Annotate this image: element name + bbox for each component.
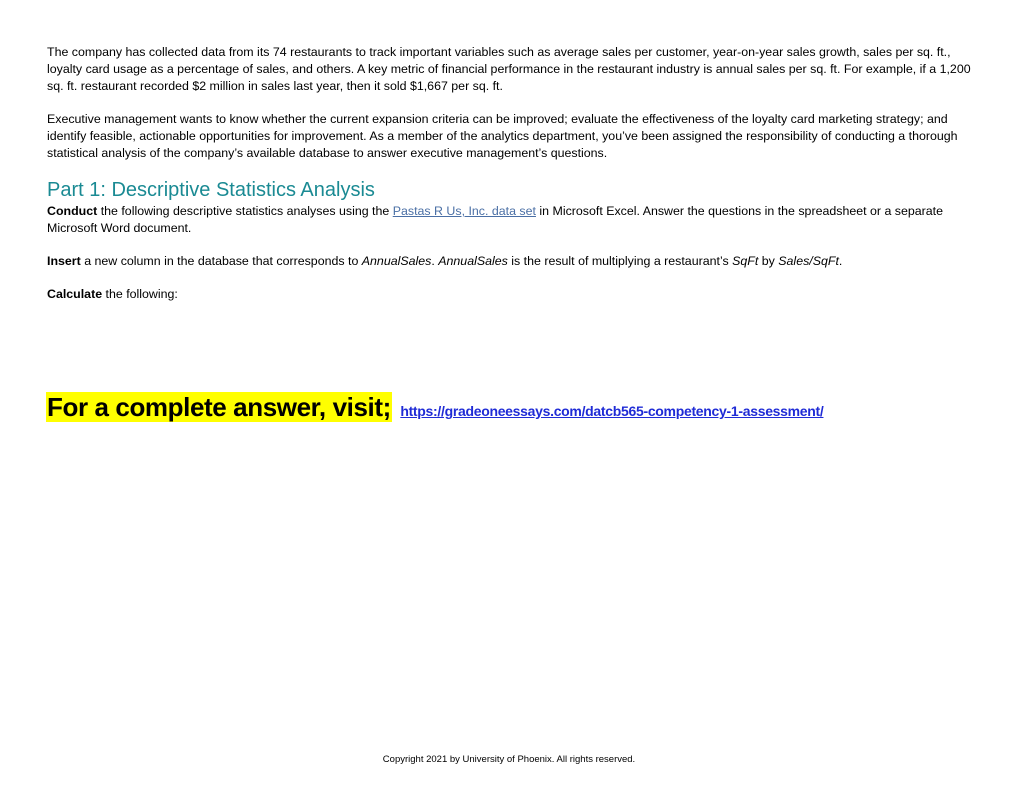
- annualsales-term-2: AnnualSales: [438, 254, 508, 268]
- sqft-term: SqFt: [732, 254, 759, 268]
- insert-text-5: .: [838, 254, 843, 268]
- calculate-paragraph: [47, 286, 977, 303]
- insert-text-1: a new column in the database that corresponds to: [80, 254, 362, 268]
- insert-text-3: is the result of multiplying a restaurant’s: [507, 254, 733, 268]
- document-body: [47, 44, 977, 319]
- insert-paragraph: [47, 253, 977, 270]
- promo-banner: [46, 392, 823, 422]
- sales-per-sqft-term: Sales/SqFt: [778, 254, 839, 268]
- dataset-link[interactable]: Pastas R Us, Inc. data set: [392, 204, 536, 218]
- insert-keyword: Insert: [47, 254, 81, 268]
- conduct-keyword: Conduct: [47, 204, 98, 218]
- promo-text: For a complete answer, visit;: [47, 392, 391, 422]
- promo-link[interactable]: https://gradeoneessays.com/datcb565-competency-1-assessment/: [400, 403, 824, 419]
- insert-text-2: .: [431, 254, 439, 268]
- intro-paragraph-2: Executive management wants to know whether the current expansion criteria can be improved; evaluate the effectiveness of the loyalty card marketing strategy; and identify feasible, actionable opportunities for improvement. As a member of the analytics department, you’ve been assigned the responsibility of conducting a thorough statistical analysis of the company’s available database to answer executive management’s questions.: [47, 112, 958, 160]
- intro-paragraph-1: The company has collected data from its 74 restaurants to track important variables such as average sales per customer, year-on-year sales growth, sales per sq. ft., loyalty card usage as a percentage of sales, and others. A key metric of financial performance in the restaurant industry is annual sales per sq. ft. For example, if a 1,200 sq. ft. restaurant recorded $2 million in sales last year, then it sold $1,667 per sq. ft.: [47, 45, 971, 93]
- insert-text-4: by: [758, 254, 779, 268]
- conduct-text-after: in Microsoft Excel. Answer the questions in the spreadsheet or a separate Microsoft Word document.: [47, 204, 944, 235]
- calculate-text: the following:: [102, 287, 178, 301]
- calculate-keyword: Calculate: [47, 287, 103, 301]
- conduct-text-before: the following descriptive statistics analyses using the: [97, 204, 393, 218]
- copyright-footer: Copyright 2021 by University of Phoenix. All rights reserved.: [382, 754, 636, 765]
- annualsales-term: AnnualSales: [361, 254, 432, 268]
- conduct-paragraph: [47, 203, 977, 237]
- part1-heading: Part 1: Descriptive Statistics Analysis: [47, 179, 375, 201]
